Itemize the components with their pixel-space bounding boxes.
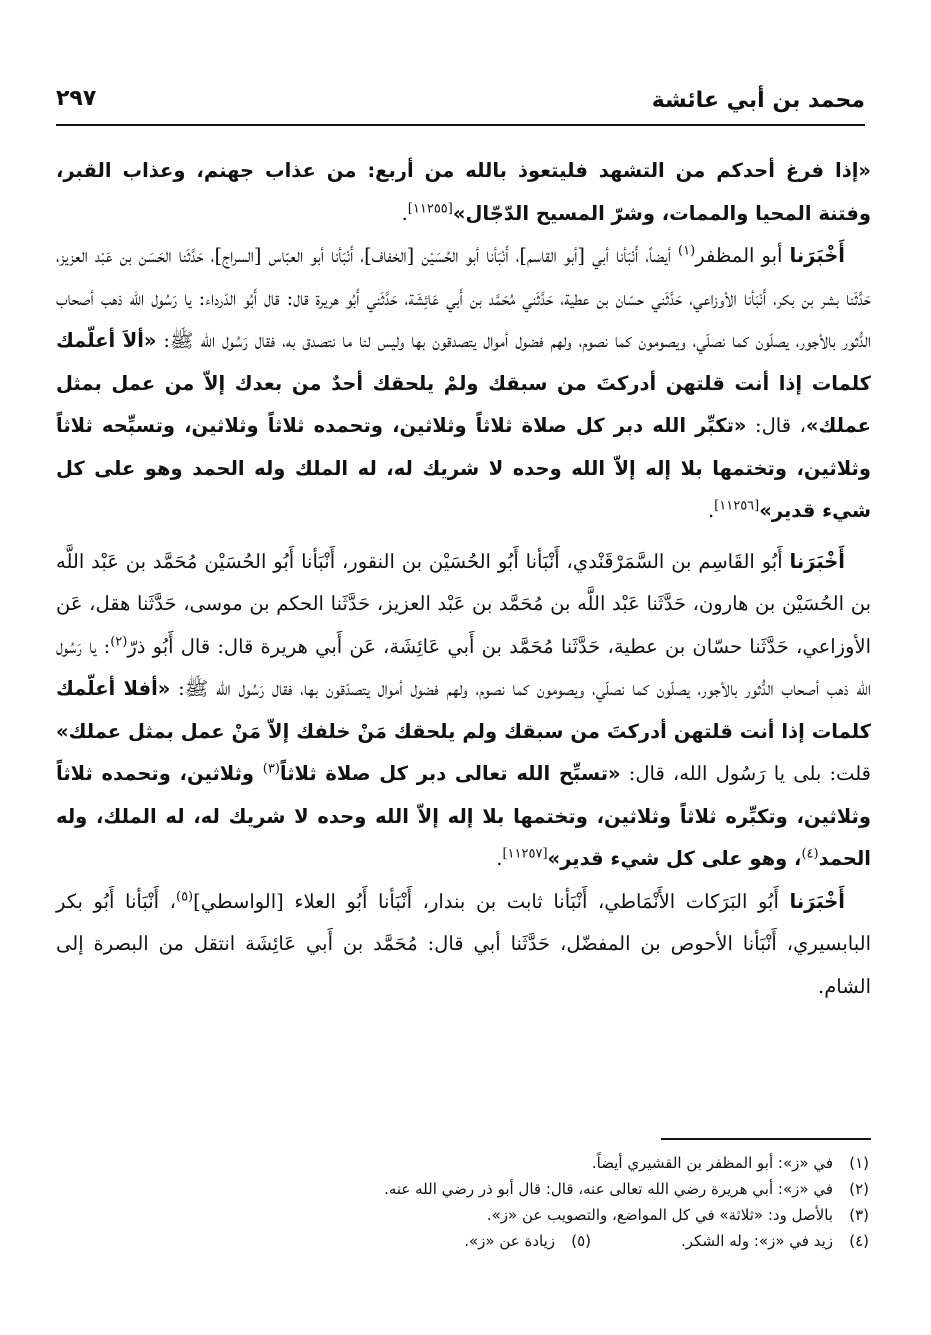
- footnote-text: في «ز»: أبي هريرة رضي الله تعالى عنه، قال: قال أبو ذر رضي الله عنه.: [384, 1180, 833, 1198]
- footnote-text: في «ز»: أبو المظفر بن القشيري أيضاً.: [591, 1154, 833, 1172]
- isnad-text: : يا رَسُول الله ذهب أصحاب الدُّثور بالأجور، يصلّون كما نصلّي، ويصومون كما نصوم، ولهم فضول أموال يتصدّقون بها، فقال رَسُول الله ﷺ:: [56, 634, 872, 700]
- footnotes: [60, 1150, 869, 1254]
- hadith-quote: ، وهو على كل شيء قدير»: [547, 847, 802, 870]
- footnote-number: (٣): [849, 1206, 869, 1224]
- footnote-text: زيادة عن «ز».: [464, 1232, 555, 1250]
- footnote-marker-2: (٢): [110, 634, 128, 649]
- hadith-quote: «تكبِّر الله دبر كل صلاة ثلاثاً وثلاثين، وتحمده ثلاثاً وثلاثين، وتسبِّحه ثلاثاً وثلاثين، وتختمها بلا إله إلاّ الله وحده لا شريك له، له الملك وله الحمد وهو على كل شيء قدير»: [56, 414, 871, 522]
- isnad-text: أيضاً، أَنْبَأنا أبي [أبو القاسم]، أَنْبَأنا أبو الحُسَيْن [الخفاف]، أَنْبَأنا أبو العبّاس [السراج]، حَدَّثَنا الحَسَن بن عَبْد العزيز، حَدَّثَنا بشر بن بكر، أَنْبَأنا الأوزاعي، حَدَّثَني حسّان بن عطية، حَدَّثَني مُحَمَّد بن أَبي عَائِشَة، حَدَّثَني أَبُو هريرة قال: قال أَبُو الدّرداء: يا رَسُول الله ذهب أصحاب الدُّثور بالأجور، يصلّون كما نصلّي، ويصومون كما نصوم، ولهم فضول أموال يتصدقون بها وليس لنا ما نتصدق به، فقال رَسُول الله ﷺ:: [56, 244, 871, 352]
- footnote-number: (٥): [571, 1232, 591, 1250]
- isnad-text: أَبُو القَاسِم بن السَّمَرْقَنْدي، أَنْبَأنا أَبُو الحُسَيْن بن النقور، أَنْبَأنا أَبُو الحُسَيْن مُحَمَّد بن عَبْد اللَّه بن الحُسَيْن بن هارون، حَدَّثَنا عَبْد اللَّه بن مُحَمَّد بن عَبْد العزيز، حَدَّثَنا الحكم بن موسى، حَدَّثَنا هقل، عَن الأوزاعي، حَدَّثَنا حسّان بن عطية، حَدَّثَنا مُحَمَّد بن أَبي عَائِشَة، عَن أَبي هريرة قال: قال أَبُو ذرّ: [56, 549, 871, 658]
- footnote-item: [60, 1202, 869, 1228]
- footnote-marker-4: (٤): [801, 846, 819, 862]
- hadith-quote: «تسبِّح الله تعالى دبر كل صلاة ثلاثاً: [279, 762, 621, 785]
- hadith-ref: [١١٢٥٦]: [714, 498, 760, 514]
- footnote-number: (٤): [849, 1232, 869, 1250]
- hadith-quote: «أفلا أعلّمك كلمات إذا أنت قلتهن أدركتَ من سبقك ولم يلحقك مَنْ خلفك إلاّ مَنْ عمل بمثل عملك»: [56, 677, 871, 743]
- footnote-item: [60, 1150, 869, 1176]
- isnad-text: ، أَنْبَأنا أَبُو بكر البابسيري، أَنْبَأنا الأحوص بن المفضّل، حَدَّثَنا أبي قال: مُحَمَّد بن أَبي عَائِشَة انتقل من البصرة إلى الشام.: [56, 889, 871, 998]
- footnote-marker-1: (١): [678, 243, 696, 259]
- hadith-ref: [١١٢٥٧]: [502, 846, 548, 862]
- paragraph-tail: .: [707, 499, 715, 522]
- footnote-item: [681, 1228, 869, 1254]
- lead-word: أَخْبَرَنا: [789, 244, 845, 267]
- paragraph-4: [56, 881, 871, 1009]
- footnote-divider: [661, 1138, 871, 1140]
- hadith-quote: وثلاثين، وتحمده ثلاثاً وثلاثين، وتكبِّره ثلاثاً وثلاثين، وتختمها بلا إله إلاّ الله وحده لا شريك له، له الملك، وله الحمد: [56, 762, 871, 870]
- footnote-number: (١): [849, 1154, 869, 1172]
- paragraph-3: [56, 541, 871, 881]
- footnote-text: زيد في «ز»: وله الشكر.: [681, 1232, 833, 1250]
- footnote-marker-3: (٣): [262, 761, 280, 777]
- footnote-number: (٢): [849, 1180, 869, 1198]
- hadith-quote: «إذا فرغ أحدكم من التشهد فليتعوذ بالله من أربع: من عذاب جهنم، وعذاب القبر، وفتنة المحيا والممات، وشرّ المسيح الدّجّال»: [56, 159, 871, 225]
- hadith-quote: «ألاَ أعلّمك كلمات إذا أنت قلتهن أدركتَ من سبقك ولمْ يلحقك أحدٌ من بعدك إلاّ من عمل بمثل عملك»: [56, 329, 871, 437]
- connector-text: ، قال:: [746, 414, 806, 437]
- footnote-row-pair: [60, 1228, 869, 1254]
- connector-text: قلت: بلى يا رَسُول الله، قال:: [620, 762, 871, 785]
- main-text: [56, 150, 871, 1008]
- running-header: [56, 84, 865, 126]
- footnote-item: [60, 1176, 869, 1202]
- paragraph-2: [56, 235, 871, 533]
- lead-word: أَخْبَرَنا: [789, 889, 845, 913]
- footnote-item: [464, 1228, 591, 1254]
- footnote-marker-5: (٥): [175, 889, 194, 904]
- isnad-text: أبو المظفر: [695, 244, 790, 267]
- paragraph-tail: .: [401, 201, 408, 225]
- paragraph-1: [56, 150, 871, 235]
- lead-word: أَخْبَرَنا: [789, 549, 845, 573]
- footnote-text: بالأصل ود: «ثلاثة» في كل المواضع، والتصويب عن «ز».: [486, 1206, 833, 1224]
- paragraph-tail: .: [496, 847, 503, 870]
- page-number: ٢٩٧: [56, 86, 97, 111]
- isnad-text: أَبُو البَرَكات الأَنْمَاطي، أَنْبَأنا ثابت بن بندار، أَنْبَأنا أَبُو العلاء [الواسطي]: [193, 889, 790, 913]
- hadith-ref: [١١٢٥٥]: [407, 201, 453, 216]
- page-title: محمد بن أبي عائشة: [651, 88, 865, 113]
